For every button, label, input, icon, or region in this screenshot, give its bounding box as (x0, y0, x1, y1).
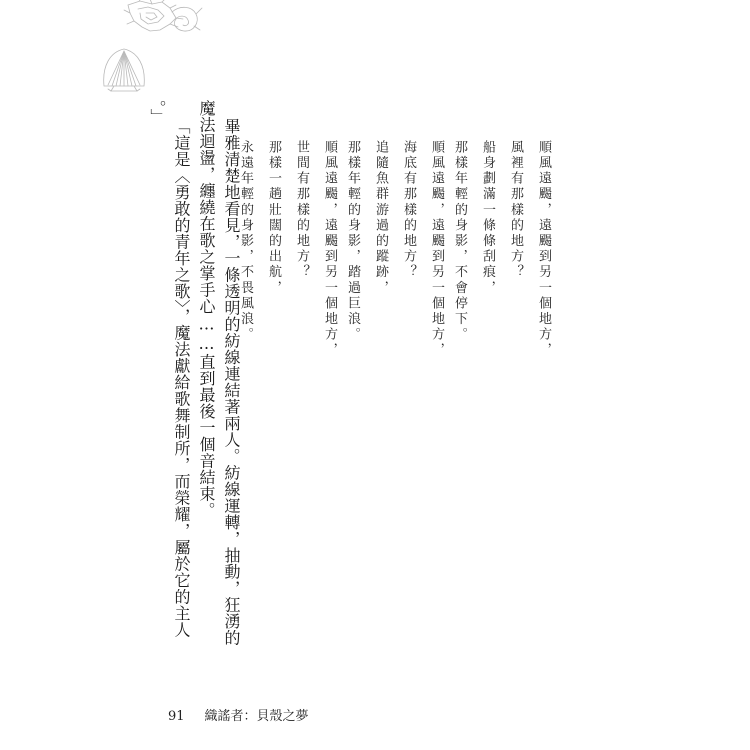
poem-line: 世間有那樣的地方？ (294, 140, 309, 281)
poem-line: 順風遠颺，遠颺到另一個地方， (429, 140, 444, 359)
prose-line: 「這是〈勇敢的青年之歌〉，魔法獻給歌舞制所，而榮耀，屬於它的主人 (172, 118, 191, 638)
prose-line: 畢雅清楚地看見，一條透明的紡線連結著兩人。紡線運轉，抽動，狂湧的 (222, 118, 241, 646)
running-title: 織謠者：貝殼之夢 (204, 709, 309, 724)
poem-line: 永遠年輕的身影，不畏風浪。 (238, 140, 253, 343)
page-number: 91 (168, 709, 185, 724)
prose-line: 魔法迴盪，纏繞在歌之掌手心……直到最後一個音結束。 (197, 100, 216, 519)
poem-line: 風裡有那樣的地方？ (508, 140, 523, 281)
page-footer (168, 705, 309, 724)
poem-line: 船身劃滿一條條刮痕， (480, 140, 495, 296)
poem-line: 那樣年輕的身影，踏過巨浪。 (345, 140, 360, 343)
poem-line: 那樣一趟壯闊的出航， (266, 140, 281, 296)
poem-line: 順風遠颺，遠颺到另一個地方， (322, 140, 337, 359)
poem-line: 追隨魚群游過的蹤跡， (373, 140, 388, 296)
poem-line: 海底有那樣的地方？ (401, 140, 416, 281)
poem-line: 順風遠颺，遠颺到另一個地方， (536, 140, 551, 359)
poem-line: 那樣年輕的身影，不會停下。 (452, 140, 467, 343)
seashell-illustration (100, 0, 210, 92)
prose-line: 。」 (148, 100, 167, 125)
